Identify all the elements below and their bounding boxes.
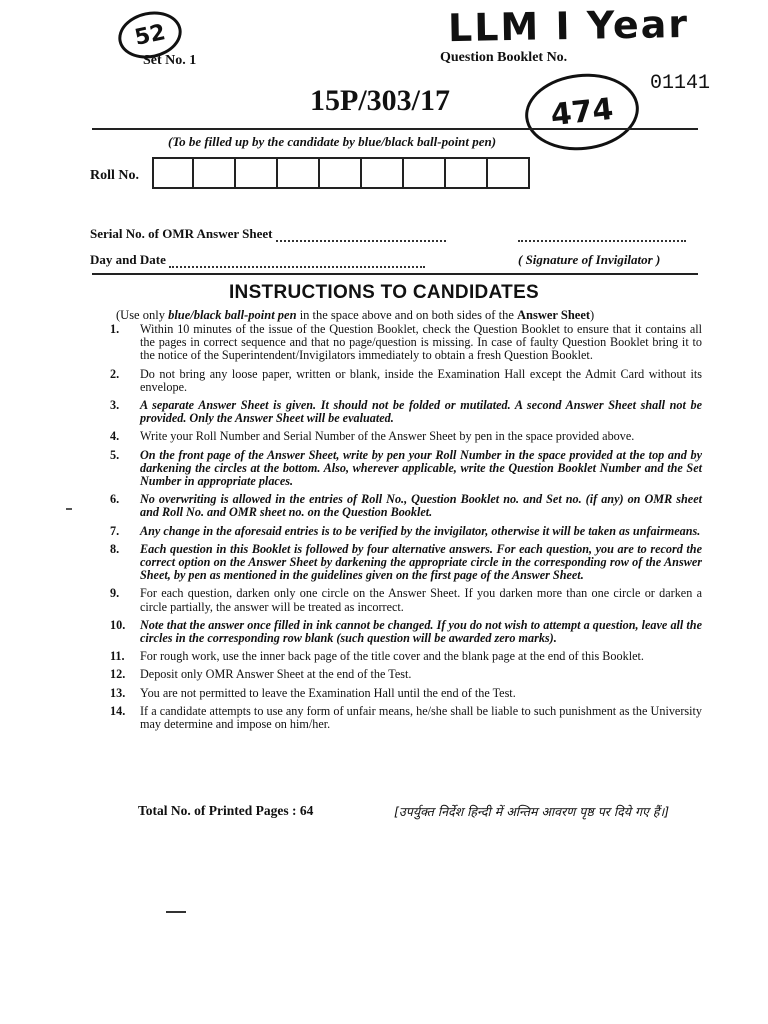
instruction-number: 1.: [110, 322, 120, 336]
instruction-number: 9.: [110, 586, 120, 601]
instruction-number: 3.: [110, 398, 120, 413]
instruction-item: [110, 493, 702, 519]
instruction-number: 7.: [110, 523, 120, 538]
circled-number-left-text: 52: [132, 19, 168, 51]
day-date-field[interactable]: [90, 252, 425, 268]
header-divider: [92, 128, 698, 130]
instruction-text: No overwriting is allowed in the entries of Roll No., Question Booklet no. and Set no. (if any) on OMR sheet and Roll No. and OMR sheet no. on the Question Booklet.: [140, 492, 702, 520]
roll-number-box[interactable]: [362, 157, 404, 189]
instruction-text: Any change in the aforesaid entries is to be verified by the invigilator, otherwise it will be taken as unfairmeans.: [140, 523, 701, 538]
instruction-item: [110, 668, 702, 681]
instruction-number: 5.: [110, 447, 120, 462]
instruction-text: Do not bring any loose paper, written or blank, inside the Examination Hall except the Admit Card without its envelope.: [140, 366, 702, 394]
roll-number-box[interactable]: [488, 157, 530, 189]
instruction-text: On the front page of the Answer Sheet, write by pen your Roll Number in the space provided at the top and by darkening the circles at the bottom. Also, wherever applicable, write the Question Booklet Number and the Set Number in appropriate places.: [140, 447, 702, 489]
roll-number-box[interactable]: [446, 157, 488, 189]
invigilator-signature-line[interactable]: [518, 240, 686, 242]
omr-serial-field[interactable]: [90, 226, 446, 242]
instruction-item: [110, 399, 702, 425]
instruction-text: A separate Answer Sheet is given. It should not be folded or mutilated. A second Answer Sheet shall not be provided. Only the Answer Sheet will be evaluated.: [140, 398, 702, 426]
instruction-item: [110, 543, 702, 583]
instruction-text: Write your Roll Number and Serial Number of the Answer Sheet by pen in the space provided above.: [140, 429, 635, 444]
roll-number-box[interactable]: [152, 157, 194, 189]
instruction-text: Each question in this Booklet is followed by four alternative answers. For each question, you are to record the correct option on the Answer Sheet by darkening the appropriate circle in the corresponding row of the Answer Sheet, by pen as mentioned in the guidelines given on the first page of the Answer Sheet.: [140, 541, 702, 583]
instruction-item: [110, 587, 702, 613]
instruction-item: [110, 705, 702, 731]
use-only-middle: in the space above and on both sides of the: [296, 308, 517, 322]
handwritten-title: LLM I Year: [447, 1, 690, 51]
instruction-number: 11.: [110, 649, 125, 664]
use-only-suffix: ): [590, 308, 595, 322]
roll-number-label: Roll No.: [90, 168, 139, 183]
roll-number-box[interactable]: [236, 157, 278, 189]
instruction-item: [110, 368, 702, 394]
use-only-answer-sheet: Answer Sheet: [517, 308, 591, 322]
scan-mark: [66, 508, 72, 510]
invigilator-signature-label: ( Signature of Invigilator ): [518, 252, 661, 267]
day-date-label: Day and Date: [90, 252, 166, 267]
instruction-number: 6.: [110, 492, 120, 507]
instruction-item: [110, 449, 702, 489]
instruction-number: 14.: [110, 703, 126, 718]
instruction-item: [110, 430, 702, 443]
instruction-number: 2.: [110, 366, 120, 381]
instruction-number: 4.: [110, 429, 120, 444]
omr-serial-blank[interactable]: [276, 240, 446, 242]
section-divider: [92, 273, 698, 275]
set-number: Set No. 1: [143, 53, 197, 68]
question-booklet-label: Question Booklet No.: [440, 50, 568, 65]
roll-number-box[interactable]: [404, 157, 446, 189]
hindi-instruction-note: [उपर्युक्त निर्देश हिन्दी में अन्तिम आवरण पृष्ठ पर दिये गए हैं।]: [394, 804, 670, 819]
roll-number-box[interactable]: [278, 157, 320, 189]
instructions-list: [110, 323, 702, 736]
roll-number-box[interactable]: [194, 157, 236, 189]
instruction-item: [110, 619, 702, 645]
instruction-text: If a candidate attempts to use any form of unfair means, he/she shall be liable to such punishment as the University may determine and impose on him/her.: [140, 703, 702, 732]
instruction-text: Deposit only OMR Answer Sheet at the end of the Test.: [140, 667, 412, 682]
roll-number-boxes[interactable]: [152, 157, 530, 189]
instructions-heading: INSTRUCTIONS TO CANDIDATES: [228, 282, 540, 303]
omr-serial-label: Serial No. of OMR Answer Sheet: [90, 226, 273, 241]
paper-code: 15P/303/17: [310, 84, 450, 117]
roll-number-box[interactable]: [320, 157, 362, 189]
instruction-text: Within 10 minutes of the issue of the Question Booklet, check the Question Booklet to ensure that it contains all the pages in correct sequence and that no page/question is missing. In case of faulty Question Booklet bring it to the notice of the Superintendent/Invigilators immediately to obtain a fresh Question Booklet.: [140, 322, 702, 363]
use-only-prefix: (Use only: [116, 308, 169, 322]
instruction-text: You are not permitted to leave the Examination Hall until the end of the Test.: [140, 685, 516, 700]
instruction-item: [110, 323, 702, 363]
instruction-number: 12.: [110, 667, 126, 682]
circled-number-right-text: 474: [549, 91, 615, 133]
total-printed-pages: Total No. of Printed Pages : 64: [138, 803, 314, 818]
instruction-item: [110, 650, 702, 663]
instruction-text: For rough work, use the inner back page of the title cover and the blank page at the end of this Booklet.: [140, 649, 644, 664]
question-booklet-number: 01141: [650, 72, 711, 95]
circled-number-right: [521, 68, 642, 155]
instruction-text: Note that the answer once filled in ink cannot be changed. If you do not wish to attempt a question, leave all the circles in the corresponding row blank (such question will be awarded zero marks).: [140, 617, 702, 646]
day-date-blank[interactable]: [169, 266, 425, 268]
instruction-text: For each question, darken only one circle on the Answer Sheet. If you darken more than one circle or darken a circle partially, the answer will be treated as incorrect.: [140, 586, 702, 614]
scan-mark: [166, 911, 186, 913]
instruction-item: [110, 687, 702, 700]
instruction-number: 13.: [110, 685, 126, 700]
instruction-item: [110, 525, 702, 538]
instruction-number: 8.: [110, 541, 120, 556]
fill-instruction-note: (To be filled up by the candidate by blue/black ball-point pen): [168, 134, 497, 149]
use-only-note: [116, 308, 594, 323]
instruction-number: 10.: [110, 617, 126, 632]
use-only-pen: blue/black ball-point pen: [168, 308, 297, 322]
